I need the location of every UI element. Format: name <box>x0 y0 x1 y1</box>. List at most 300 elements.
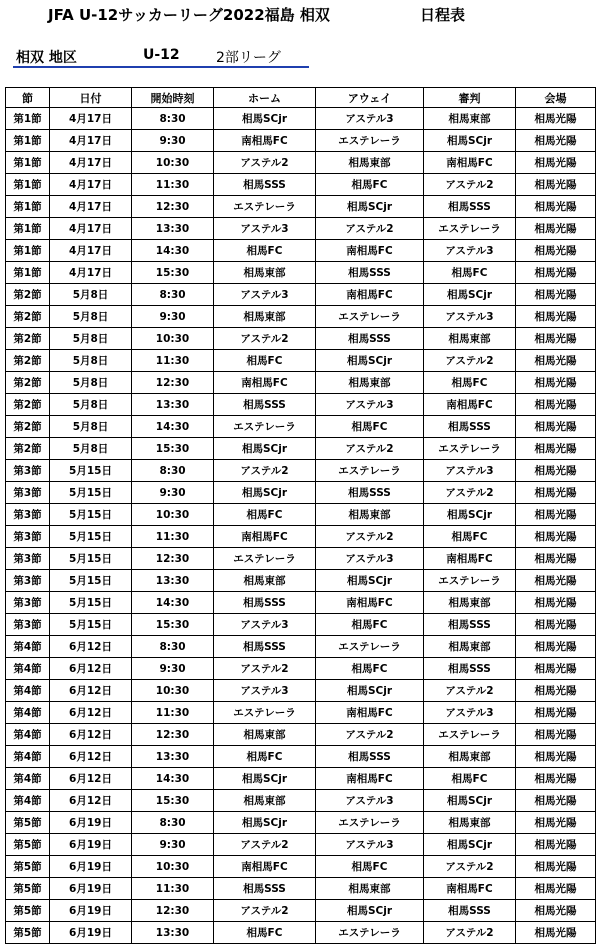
referee-cell: アステル3 <box>424 702 516 724</box>
start-time-cell: 9:30 <box>132 130 214 152</box>
referee-cell: 相馬東部 <box>424 328 516 350</box>
round-cell: 第1節 <box>6 240 50 262</box>
away-team-cell: アステル3 <box>316 834 424 856</box>
referee-cell: 相馬SSS <box>424 658 516 680</box>
referee-cell: アステル2 <box>424 350 516 372</box>
referee-cell: 相馬SSS <box>424 900 516 922</box>
table-row <box>6 592 596 614</box>
away-team-cell: エステレーラ <box>316 812 424 834</box>
round-cell: 第3節 <box>6 570 50 592</box>
round-cell: 第3節 <box>6 526 50 548</box>
venue-cell: 相馬光陽 <box>516 548 596 570</box>
start-time-cell: 10:30 <box>132 328 214 350</box>
round-cell: 第1節 <box>6 218 50 240</box>
table-row <box>6 812 596 834</box>
col-header-away: アウェイ <box>316 88 424 108</box>
home-team-cell: 相馬東部 <box>214 570 316 592</box>
round-cell: 第1節 <box>6 130 50 152</box>
start-time-cell: 11:30 <box>132 174 214 196</box>
away-team-cell: 相馬SSS <box>316 262 424 284</box>
division-label: 2部リーグ <box>216 50 281 66</box>
start-time-cell: 12:30 <box>132 724 214 746</box>
table-row <box>6 196 596 218</box>
col-header-date: 日付 <box>50 88 132 108</box>
round-cell: 第2節 <box>6 328 50 350</box>
date-cell: 5月15日 <box>50 504 132 526</box>
referee-cell: 相馬SCjr <box>424 130 516 152</box>
home-team-cell: エステレーラ <box>214 416 316 438</box>
start-time-cell: 12:30 <box>132 196 214 218</box>
referee-cell: 相馬FC <box>424 768 516 790</box>
start-time-cell: 8:30 <box>132 460 214 482</box>
start-time-cell: 13:30 <box>132 570 214 592</box>
round-cell: 第2節 <box>6 284 50 306</box>
date-cell: 4月17日 <box>50 174 132 196</box>
start-time-cell: 13:30 <box>132 746 214 768</box>
table-row <box>6 328 596 350</box>
away-team-cell: 南相馬FC <box>316 240 424 262</box>
table-row <box>6 504 596 526</box>
round-cell: 第2節 <box>6 416 50 438</box>
start-time-cell: 15:30 <box>132 790 214 812</box>
table-row <box>6 900 596 922</box>
venue-cell: 相馬光陽 <box>516 680 596 702</box>
home-team-cell: アステル2 <box>214 460 316 482</box>
round-cell: 第5節 <box>6 834 50 856</box>
referee-cell: エステレーラ <box>424 438 516 460</box>
away-team-cell: 相馬東部 <box>316 152 424 174</box>
start-time-cell: 12:30 <box>132 372 214 394</box>
date-cell: 5月15日 <box>50 548 132 570</box>
table-row <box>6 240 596 262</box>
header-row <box>6 88 596 108</box>
home-team-cell: 相馬東部 <box>214 262 316 284</box>
date-cell: 5月8日 <box>50 306 132 328</box>
referee-cell: 相馬SCjr <box>424 284 516 306</box>
date-cell: 6月12日 <box>50 790 132 812</box>
start-time-cell: 15:30 <box>132 262 214 284</box>
round-cell: 第4節 <box>6 636 50 658</box>
col-header-venue: 会場 <box>516 88 596 108</box>
table-row <box>6 702 596 724</box>
venue-cell: 相馬光陽 <box>516 614 596 636</box>
round-cell: 第3節 <box>6 460 50 482</box>
table-row <box>6 482 596 504</box>
table-row <box>6 636 596 658</box>
start-time-cell: 13:30 <box>132 922 214 944</box>
start-time-cell: 11:30 <box>132 350 214 372</box>
start-time-cell: 13:30 <box>132 218 214 240</box>
home-team-cell: 相馬東部 <box>214 790 316 812</box>
away-team-cell: 相馬FC <box>316 416 424 438</box>
away-team-cell: アステル2 <box>316 218 424 240</box>
referee-cell: 相馬東部 <box>424 592 516 614</box>
round-cell: 第5節 <box>6 812 50 834</box>
venue-cell: 相馬光陽 <box>516 262 596 284</box>
table-row <box>6 834 596 856</box>
start-time-cell: 9:30 <box>132 834 214 856</box>
home-team-cell: 相馬FC <box>214 350 316 372</box>
start-time-cell: 12:30 <box>132 900 214 922</box>
venue-cell: 相馬光陽 <box>516 240 596 262</box>
away-team-cell: エステレーラ <box>316 922 424 944</box>
referee-cell: 相馬FC <box>424 262 516 284</box>
venue-cell: 相馬光陽 <box>516 724 596 746</box>
referee-cell: 相馬FC <box>424 526 516 548</box>
schedule-body <box>6 108 596 944</box>
away-team-cell: 南相馬FC <box>316 284 424 306</box>
date-cell: 6月19日 <box>50 834 132 856</box>
round-cell: 第4節 <box>6 724 50 746</box>
date-cell: 5月15日 <box>50 482 132 504</box>
away-team-cell: アステル2 <box>316 724 424 746</box>
round-cell: 第5節 <box>6 900 50 922</box>
venue-cell: 相馬光陽 <box>516 416 596 438</box>
start-time-cell: 14:30 <box>132 768 214 790</box>
venue-cell: 相馬光陽 <box>516 834 596 856</box>
start-time-cell: 15:30 <box>132 614 214 636</box>
referee-cell: アステル2 <box>424 922 516 944</box>
table-row <box>6 768 596 790</box>
away-team-cell: 相馬東部 <box>316 372 424 394</box>
schedule-table <box>5 87 596 944</box>
home-team-cell: 相馬FC <box>214 922 316 944</box>
date-cell: 4月17日 <box>50 196 132 218</box>
venue-cell: 相馬光陽 <box>516 922 596 944</box>
date-cell: 5月8日 <box>50 328 132 350</box>
start-time-cell: 10:30 <box>132 504 214 526</box>
date-cell: 5月8日 <box>50 350 132 372</box>
referee-cell: 相馬東部 <box>424 108 516 130</box>
venue-cell: 相馬光陽 <box>516 152 596 174</box>
table-row <box>6 570 596 592</box>
table-row <box>6 152 596 174</box>
venue-cell: 相馬光陽 <box>516 394 596 416</box>
subheader-underline <box>13 66 309 68</box>
venue-cell: 相馬光陽 <box>516 328 596 350</box>
date-cell: 6月19日 <box>50 856 132 878</box>
home-team-cell: 相馬SCjr <box>214 108 316 130</box>
venue-cell: 相馬光陽 <box>516 108 596 130</box>
venue-cell: 相馬光陽 <box>516 284 596 306</box>
start-time-cell: 11:30 <box>132 526 214 548</box>
round-cell: 第3節 <box>6 614 50 636</box>
away-team-cell: 相馬FC <box>316 174 424 196</box>
round-cell: 第2節 <box>6 372 50 394</box>
home-team-cell: 相馬SCjr <box>214 482 316 504</box>
table-row <box>6 394 596 416</box>
table-row <box>6 306 596 328</box>
table-row <box>6 174 596 196</box>
venue-cell: 相馬光陽 <box>516 812 596 834</box>
table-row <box>6 790 596 812</box>
venue-cell: 相馬光陽 <box>516 702 596 724</box>
table-row <box>6 724 596 746</box>
home-team-cell: 南相馬FC <box>214 372 316 394</box>
start-time-cell: 11:30 <box>132 702 214 724</box>
referee-cell: 相馬SCjr <box>424 790 516 812</box>
referee-cell: エステレーラ <box>424 724 516 746</box>
start-time-cell: 13:30 <box>132 394 214 416</box>
table-row <box>6 614 596 636</box>
round-cell: 第3節 <box>6 504 50 526</box>
home-team-cell: 相馬SSS <box>214 878 316 900</box>
away-team-cell: 南相馬FC <box>316 702 424 724</box>
date-cell: 6月19日 <box>50 922 132 944</box>
home-team-cell: エステレーラ <box>214 548 316 570</box>
round-cell: 第1節 <box>6 108 50 130</box>
table-row <box>6 350 596 372</box>
start-time-cell: 14:30 <box>132 592 214 614</box>
away-team-cell: エステレーラ <box>316 460 424 482</box>
home-team-cell: アステル2 <box>214 658 316 680</box>
round-cell: 第5節 <box>6 878 50 900</box>
start-time-cell: 14:30 <box>132 240 214 262</box>
venue-cell: 相馬光陽 <box>516 636 596 658</box>
home-team-cell: 相馬SCjr <box>214 812 316 834</box>
round-cell: 第2節 <box>6 350 50 372</box>
date-cell: 6月12日 <box>50 746 132 768</box>
referee-cell: 相馬SSS <box>424 416 516 438</box>
away-team-cell: 相馬東部 <box>316 878 424 900</box>
venue-cell: 相馬光陽 <box>516 790 596 812</box>
document-title: JFA U-12サッカーリーグ2022福島 相双 <box>48 6 330 24</box>
referee-cell: アステル2 <box>424 174 516 196</box>
round-cell: 第4節 <box>6 790 50 812</box>
home-team-cell: アステル2 <box>214 328 316 350</box>
table-row <box>6 746 596 768</box>
referee-cell: 相馬FC <box>424 372 516 394</box>
start-time-cell: 14:30 <box>132 416 214 438</box>
document-type-label: 日程表 <box>420 6 466 24</box>
start-time-cell: 9:30 <box>132 658 214 680</box>
start-time-cell: 10:30 <box>132 152 214 174</box>
table-row <box>6 548 596 570</box>
start-time-cell: 9:30 <box>132 306 214 328</box>
date-cell: 4月17日 <box>50 152 132 174</box>
home-team-cell: 南相馬FC <box>214 856 316 878</box>
referee-cell: 相馬SSS <box>424 196 516 218</box>
venue-cell: 相馬光陽 <box>516 746 596 768</box>
referee-cell: アステル3 <box>424 240 516 262</box>
round-cell: 第2節 <box>6 306 50 328</box>
away-team-cell: 相馬FC <box>316 658 424 680</box>
date-cell: 6月12日 <box>50 702 132 724</box>
home-team-cell: アステル3 <box>214 284 316 306</box>
home-team-cell: 相馬SSS <box>214 592 316 614</box>
start-time-cell: 10:30 <box>132 856 214 878</box>
round-cell: 第4節 <box>6 680 50 702</box>
home-team-cell: 相馬SSS <box>214 636 316 658</box>
round-cell: 第4節 <box>6 658 50 680</box>
away-team-cell: アステル3 <box>316 790 424 812</box>
referee-cell: アステル2 <box>424 482 516 504</box>
away-team-cell: 南相馬FC <box>316 592 424 614</box>
round-cell: 第5節 <box>6 856 50 878</box>
referee-cell: 南相馬FC <box>424 548 516 570</box>
table-row <box>6 262 596 284</box>
venue-cell: 相馬光陽 <box>516 482 596 504</box>
table-row <box>6 108 596 130</box>
date-cell: 6月12日 <box>50 724 132 746</box>
venue-cell: 相馬光陽 <box>516 658 596 680</box>
away-team-cell: 相馬SCjr <box>316 680 424 702</box>
date-cell: 4月17日 <box>50 130 132 152</box>
away-team-cell: アステル3 <box>316 548 424 570</box>
col-header-start-time: 開始時刻 <box>132 88 214 108</box>
date-cell: 5月15日 <box>50 570 132 592</box>
venue-cell: 相馬光陽 <box>516 372 596 394</box>
date-cell: 5月15日 <box>50 526 132 548</box>
away-team-cell: アステル2 <box>316 438 424 460</box>
start-time-cell: 9:30 <box>132 482 214 504</box>
venue-cell: 相馬光陽 <box>516 350 596 372</box>
home-team-cell: アステル2 <box>214 900 316 922</box>
referee-cell: 南相馬FC <box>424 152 516 174</box>
away-team-cell: 相馬SSS <box>316 328 424 350</box>
round-cell: 第3節 <box>6 592 50 614</box>
table-row <box>6 526 596 548</box>
age-group-label: U-12 <box>143 47 180 63</box>
date-cell: 6月12日 <box>50 680 132 702</box>
start-time-cell: 10:30 <box>132 680 214 702</box>
venue-cell: 相馬光陽 <box>516 218 596 240</box>
table-row <box>6 218 596 240</box>
home-team-cell: エステレーラ <box>214 702 316 724</box>
date-cell: 5月8日 <box>50 438 132 460</box>
subheader <box>13 47 313 67</box>
round-cell: 第1節 <box>6 152 50 174</box>
region-label: 相双 地区 <box>16 50 77 66</box>
table-row <box>6 372 596 394</box>
away-team-cell: 相馬FC <box>316 614 424 636</box>
start-time-cell: 15:30 <box>132 438 214 460</box>
home-team-cell: 相馬FC <box>214 240 316 262</box>
date-cell: 6月12日 <box>50 636 132 658</box>
venue-cell: 相馬光陽 <box>516 570 596 592</box>
venue-cell: 相馬光陽 <box>516 768 596 790</box>
away-team-cell: エステレーラ <box>316 636 424 658</box>
venue-cell: 相馬光陽 <box>516 504 596 526</box>
away-team-cell: アステル3 <box>316 108 424 130</box>
home-team-cell: アステル3 <box>214 680 316 702</box>
home-team-cell: 相馬東部 <box>214 306 316 328</box>
referee-cell: 相馬東部 <box>424 636 516 658</box>
date-cell: 5月8日 <box>50 394 132 416</box>
round-cell: 第3節 <box>6 482 50 504</box>
referee-cell: 相馬東部 <box>424 746 516 768</box>
home-team-cell: 南相馬FC <box>214 130 316 152</box>
away-team-cell: 相馬SCjr <box>316 570 424 592</box>
away-team-cell: エステレーラ <box>316 306 424 328</box>
referee-cell: アステル2 <box>424 680 516 702</box>
table-row <box>6 130 596 152</box>
table-row <box>6 878 596 900</box>
away-team-cell: 相馬SCjr <box>316 350 424 372</box>
referee-cell: アステル2 <box>424 856 516 878</box>
date-cell: 6月12日 <box>50 768 132 790</box>
venue-cell: 相馬光陽 <box>516 460 596 482</box>
col-header-round: 節 <box>6 88 50 108</box>
home-team-cell: 相馬FC <box>214 746 316 768</box>
referee-cell: 南相馬FC <box>424 878 516 900</box>
round-cell: 第2節 <box>6 394 50 416</box>
home-team-cell: アステル2 <box>214 152 316 174</box>
away-team-cell: アステル3 <box>316 394 424 416</box>
date-cell: 4月17日 <box>50 262 132 284</box>
start-time-cell: 8:30 <box>132 636 214 658</box>
date-cell: 5月15日 <box>50 592 132 614</box>
venue-cell: 相馬光陽 <box>516 526 596 548</box>
date-cell: 5月8日 <box>50 372 132 394</box>
home-team-cell: アステル2 <box>214 834 316 856</box>
date-cell: 5月8日 <box>50 416 132 438</box>
table-row <box>6 856 596 878</box>
home-team-cell: 南相馬FC <box>214 526 316 548</box>
round-cell: 第4節 <box>6 746 50 768</box>
venue-cell: 相馬光陽 <box>516 592 596 614</box>
venue-cell: 相馬光陽 <box>516 900 596 922</box>
table-row <box>6 416 596 438</box>
date-cell: 4月17日 <box>50 240 132 262</box>
date-cell: 6月19日 <box>50 878 132 900</box>
referee-cell: 相馬SCjr <box>424 834 516 856</box>
referee-cell: アステル3 <box>424 306 516 328</box>
start-time-cell: 12:30 <box>132 548 214 570</box>
away-team-cell: エステレーラ <box>316 130 424 152</box>
table-row <box>6 284 596 306</box>
referee-cell: エステレーラ <box>424 218 516 240</box>
referee-cell: 相馬SSS <box>424 614 516 636</box>
home-team-cell: エステレーラ <box>214 196 316 218</box>
round-cell: 第2節 <box>6 438 50 460</box>
home-team-cell: 相馬SCjr <box>214 768 316 790</box>
col-header-referee: 審判 <box>424 88 516 108</box>
home-team-cell: 相馬FC <box>214 504 316 526</box>
date-cell: 5月15日 <box>50 614 132 636</box>
venue-cell: 相馬光陽 <box>516 306 596 328</box>
home-team-cell: 相馬SSS <box>214 394 316 416</box>
referee-cell: 相馬SCjr <box>424 504 516 526</box>
start-time-cell: 8:30 <box>132 812 214 834</box>
venue-cell: 相馬光陽 <box>516 130 596 152</box>
table-row <box>6 680 596 702</box>
col-header-home: ホーム <box>214 88 316 108</box>
start-time-cell: 8:30 <box>132 284 214 306</box>
table-row <box>6 922 596 944</box>
home-team-cell: 相馬SSS <box>214 174 316 196</box>
round-cell: 第4節 <box>6 768 50 790</box>
venue-cell: 相馬光陽 <box>516 438 596 460</box>
round-cell: 第1節 <box>6 174 50 196</box>
date-cell: 6月19日 <box>50 900 132 922</box>
home-team-cell: 相馬東部 <box>214 724 316 746</box>
table-row <box>6 658 596 680</box>
away-team-cell: 相馬SCjr <box>316 196 424 218</box>
away-team-cell: 南相馬FC <box>316 768 424 790</box>
date-cell: 5月15日 <box>50 460 132 482</box>
referee-cell: 南相馬FC <box>424 394 516 416</box>
date-cell: 6月12日 <box>50 658 132 680</box>
referee-cell: アステル3 <box>424 460 516 482</box>
round-cell: 第1節 <box>6 196 50 218</box>
home-team-cell: アステル3 <box>214 614 316 636</box>
round-cell: 第3節 <box>6 548 50 570</box>
referee-cell: エステレーラ <box>424 570 516 592</box>
away-team-cell: アステル2 <box>316 526 424 548</box>
venue-cell: 相馬光陽 <box>516 878 596 900</box>
referee-cell: 相馬東部 <box>424 812 516 834</box>
